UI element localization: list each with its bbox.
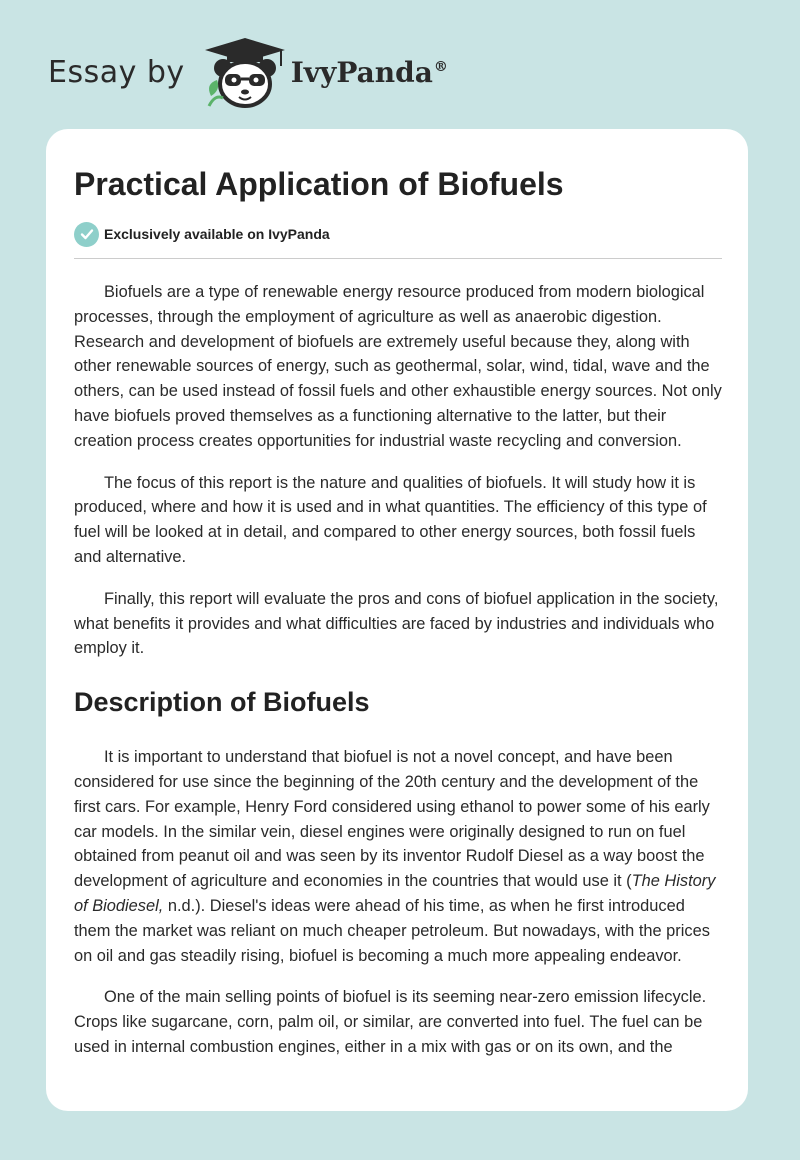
exclusive-badge-text: Exclusively available on IvyPanda: [104, 226, 330, 242]
panda-logo-icon[interactable]: [201, 36, 289, 108]
intro-paragraph-1: Biofuels are a type of renewable energy resource produced from modern biological processes, through the employment of agriculture as well as anaerobic digestion. Research and development of biofuels are extremely useful because they, along with other renewable sources of energy, such as geothermal, solar, wind, tidal, wave and the others, can be used instead of fossil fuels and other exhaustible energy sources. Not only have biofuels proved themselves as a functioning alternative to the latter, but their creation process creates opportunities for industrial waste recycling and conversion.: [74, 283, 722, 450]
intro-paragraph-3: Finally, this report will evaluate the pros and cons of biofuel application in the society, what benefits it provides and what difficulties are faced by industries and individuals who employ it.: [74, 589, 719, 658]
check-icon: [74, 222, 99, 247]
article-title: Practical Application of Biofuels: [74, 166, 564, 202]
citation-title: The History of Biodiesel,: [74, 872, 716, 915]
essay-by-label: Essay by: [48, 54, 185, 90]
intro-paragraph-2: The focus of this report is the nature and qualities of biofuels. It will study how it is produced, where and how it is used and in what quantities. The efficiency of this type of fuel will be looked at in detail, and compared to other energy sources, both fossil fuels and alternative.: [74, 473, 707, 566]
section-heading: Description of Biofuels: [74, 687, 370, 718]
brand-name[interactable]: IvyPanda®: [290, 55, 448, 89]
exclusive-badge: [74, 221, 722, 247]
article-card: [46, 129, 748, 1111]
section-paragraph-2: One of the main selling points of biofuel is its seeming near-zero emission lifecycle. Crops like sugarcane, corn, palm oil, or similar, are converted into fuel. The fuel can be used in internal combustion engines, either in a mix with gas or on its own, and the: [74, 988, 707, 1056]
registered-mark: ®: [433, 59, 448, 76]
divider: [74, 258, 722, 259]
site-header: [48, 36, 448, 108]
section-paragraph-1: It is important to understand that biofuel is not a novel concept, and have been considered for use since the beginning of the 20th century and the development of the first cars. For example, Henry Ford considered using ethanol to power some of his early car models. In the similar vein, diesel engines were originally designed to run on fuel obtained from peanut oil and was seen by its inventor Rudolf Diesel as a way boost the development of agriculture and economies in the countries that would use it (The History of Biodiesel, n.d.). Diesel's ideas were ahead of his time, as when he first introduced them the market was reliant on much cheaper petroleum. But nowadays, with the prices on oil and gas steadily rising, biofuel is becoming a much more appealing endeavor.: [74, 748, 716, 965]
